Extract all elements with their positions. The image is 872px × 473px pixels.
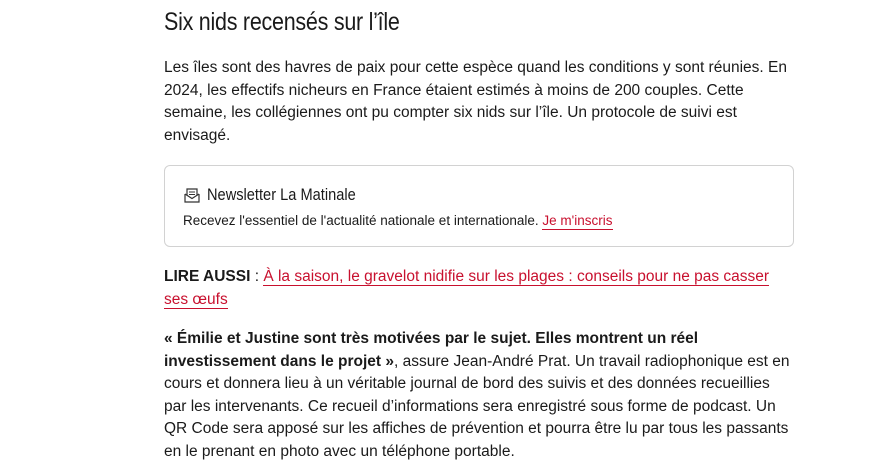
section-heading: Six nids recensés sur l’île xyxy=(164,8,400,36)
envelope-icon xyxy=(183,187,201,203)
newsletter-title-row xyxy=(183,185,380,205)
newsletter-description-text: Recevez l'essentiel de l'actualité nationale et internationale. xyxy=(183,213,539,228)
article-paragraph-quote xyxy=(164,328,796,463)
paragraph-text: , assure Jean-André Prat. Un travail radiophonique est en cours et donnera lieu à un véritable journal de bord des suivis et des données recueillies par les intervenants. Ce recueil d’informations sera enregistré sous forme de podcast. Un QR Code sera apposé sur les affiches de prévention et pourra être lu par tous les passants en le prenant en photo avec un téléphone portable. xyxy=(164,352,790,460)
article-paragraph: Les îles sont des havres de paix pour cette espèce quand les conditions y sont réunies. En 2024, les effectifs nicheurs en France étaient estimés à moins de 200 couples. Cette semaine, les collégiennes ont pu compter six nids sur l’île. Un protocole de suivi est envisagé. xyxy=(164,59,787,144)
newsletter-box xyxy=(164,165,794,247)
newsletter-subscribe-link[interactable]: Je m'inscris xyxy=(542,213,613,228)
read-also-link[interactable]: À la saison, le gravelot nidifie sur les plages : conseils pour ne pas casser ses œufs xyxy=(164,268,770,308)
read-also-label: LIRE AUSSI xyxy=(164,268,251,285)
newsletter-title: Newsletter La Matinale xyxy=(207,185,356,204)
read-also-separator: : xyxy=(250,268,264,285)
quote-text: « Émilie et Justine sont très motivées par le sujet. Elles montrent un réel investissement dans le projet » xyxy=(164,330,699,370)
read-also xyxy=(164,266,796,311)
newsletter-description xyxy=(183,213,613,228)
